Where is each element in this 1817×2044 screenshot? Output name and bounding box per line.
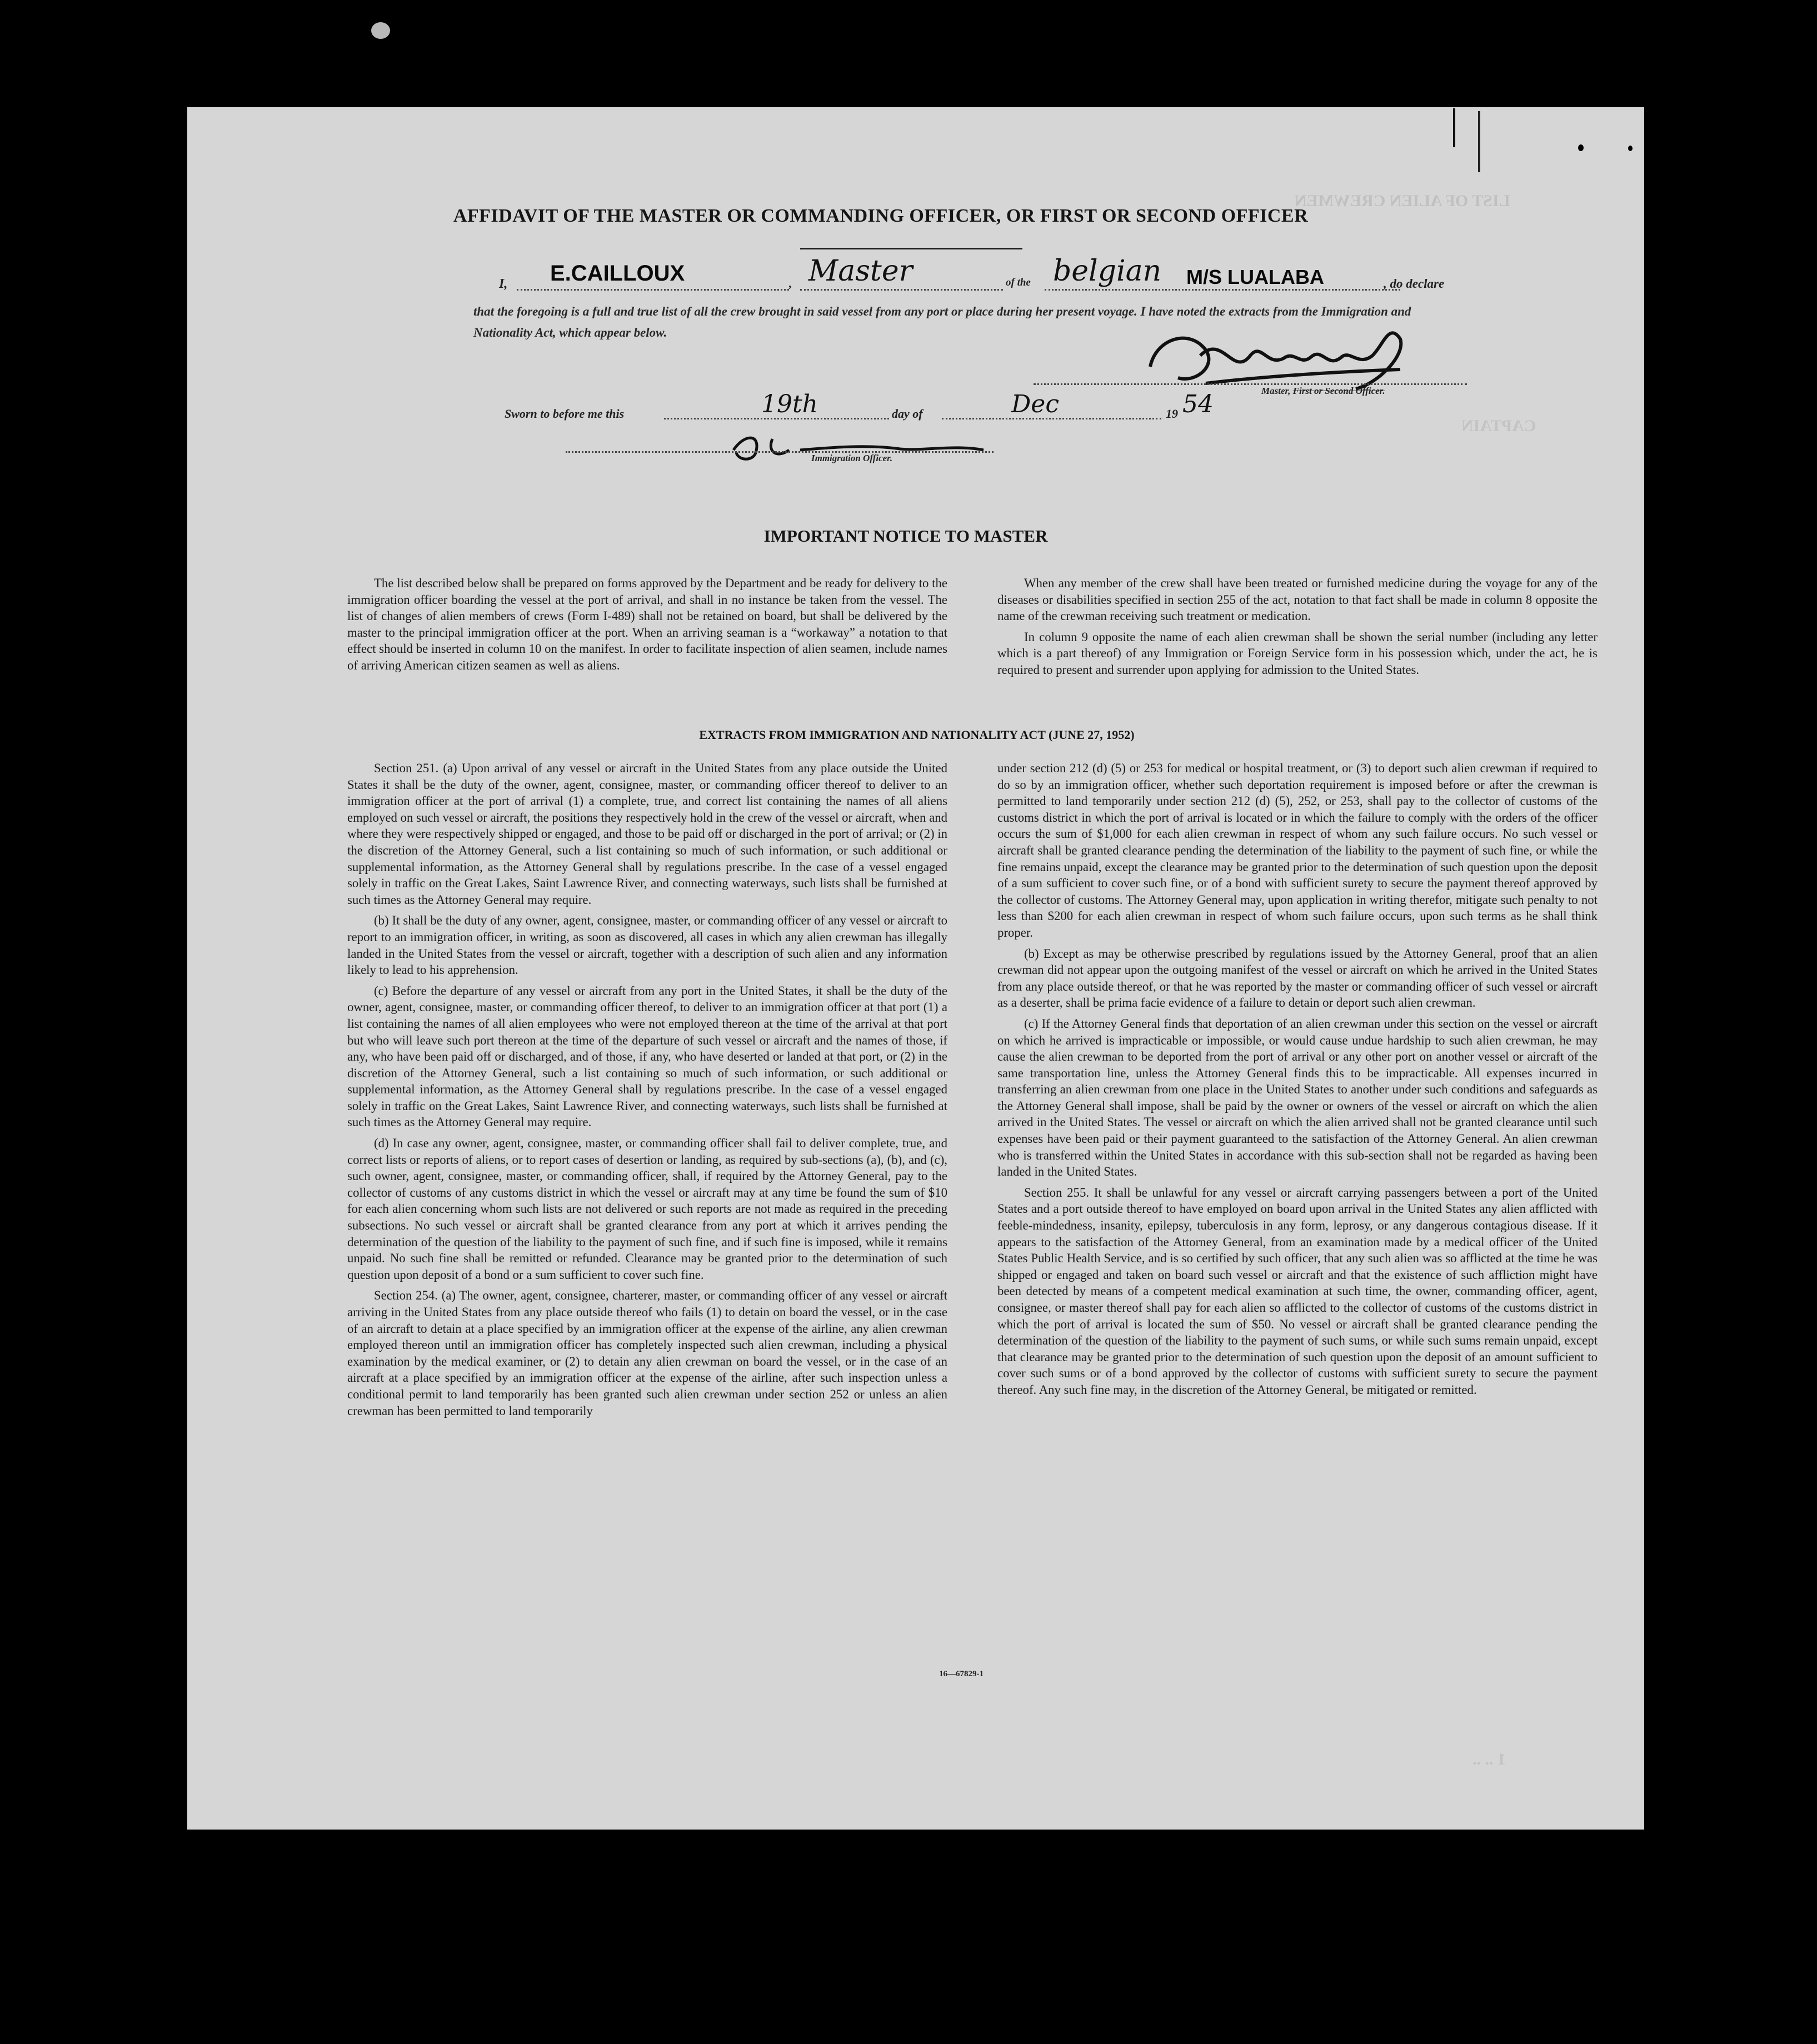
extracts-heading: EXTRACTS FROM IMMIGRATION AND NATIONALITY ACT (JUNE 27, 1952)	[699, 728, 1135, 742]
margin-mark	[1478, 111, 1480, 172]
dust-speck	[1578, 144, 1584, 151]
punch-hole	[1684, 1325, 1711, 1358]
punch-hole	[1684, 1235, 1711, 1268]
section-251b: (b) It shall be the duty of any owner, agent, consignee, master, or commanding officer of any vessel or aircraft to report to an immigration officer, in writing, as soon as discovered, all cases in which any alien crewman has illegally landed in the United States from the vessel or aircraft, together with a description of such alien and any information likely to lead to his apprehension.	[347, 913, 947, 977]
rank-field: Master	[808, 254, 913, 288]
punch-hole	[1684, 1687, 1711, 1720]
punch-hole	[1684, 267, 1711, 300]
section-254a-cont: under section 212 (d) (5) or 253 for medical or hospital treatment, or (3) to deport such alien crewman if required to do so by an immigration officer, whether such deportation requirement is imposed before or after the crewman is permitted to land temporarily under section 212 (d) (5), 252, or 253, shall pay to the collector of customs of the customs district in which the port of arrival is located or in which the failure to comply with the orders of the officer occurs the sum of $1,000 for each alien crewman in respect of whom any such failure occurs. No such vessel or aircraft shall be granted clearance pending the determination of the liability to the payment of such fine, or while the fine remains unpaid, except the clearance may be granted prior to the determination of such question upon the deposit of a sum sufficient to cover such fine, or of a bond with sufficient surety to secure the payment thereof approved by the collector of customs. The Attorney General may, upon application in writing therefor, mitigate such penalty to not less than $200 for each alien crewman in respect of whom such failure occurs, upon such terms as he shall think proper.	[997, 761, 1598, 939]
notice-left-column	[347, 575, 947, 678]
dust-speck	[371, 22, 390, 39]
sworn-label: Sworn to before me this	[505, 407, 625, 421]
officer-signature-line	[566, 451, 994, 453]
affidavit-statement: that the foregoing is a full and true list of all the crew brought in said vessel from any port or place during her present voyage. I have noted the extracts from the Immigration and Nationality Act, which appear below.	[473, 304, 1411, 339]
notice-heading: IMPORTANT NOTICE TO MASTER	[763, 526, 1048, 546]
dotted-line	[1045, 289, 1400, 291]
form-number: 16—67829-1	[939, 1670, 984, 1678]
notice-paragraph: When any member of the crew shall have been treated or furnished medicine during the voyage for any of the diseases or disabilities specified in section 255 of the act, notation to that fact shall be made in column 8 opposite the name of the crewman receiving such treatment or medication.	[997, 576, 1598, 623]
bleed-through-text: 1 .. ..	[1472, 1750, 1506, 1768]
year-suffix-field: 54	[1182, 390, 1214, 418]
affidavit-title: AFFIDAVIT OF THE MASTER OR COMMANDING OFFICER, OR FIRST OR SECOND OFFICER	[453, 206, 1309, 226]
bleed-through-text: CAPTAIN	[1461, 417, 1536, 435]
section-255: Section 255. It shall be unlawful for any vessel or aircraft carrying passengers between a port of the United States and a port outside thereof to have employed on board upon arrival in the United States any alien afflicted with feeble-mindedness, insanity, epilepsy, tuberculosis in any form, leprosy, or any dangerous contagious disease. If it appears to the satisfaction of the Attorney General, from an examination made by a medical officer of the United States Public Health Service, and is so certified by such officer, that any such alien was so afflicted at the time he was shipped or engaged and taken on board such vessel or aircraft and that the existence of such affliction might have been detected by means of a competent medical examination at such time, the owner, commanding officer, agent, consignee, or master thereof shall pay for each alien so afflicted to the collector of customs of the customs district in which the port of arrival is located the sum of $50. No vessel or aircraft shall be granted clearance pending the determination of the question of the liability to the payment of such sums, or while such sums remain unpaid, except that clearance may be granted prior to the determination of such question upon the deposit of an amount sufficient to cover such sums or of a bond approved by the collector of customs with sufficient surety to secure the payment thereof. Any such fine may, in the discretion of the Attorney General, be mitigated or remitted.	[997, 1185, 1598, 1397]
year-prefix-label: 19	[1166, 407, 1178, 421]
extracts-left-column	[347, 760, 947, 1423]
day-of-label: day of	[892, 407, 923, 421]
margin-mark	[1453, 108, 1455, 147]
punch-hole	[1684, 722, 1711, 756]
master-name-field: E.CAILLOUX	[550, 261, 685, 286]
signature-line	[1034, 383, 1467, 385]
section-254b: (b) Except as may be otherwise prescribed by regulations issued by the Attorney General, proof that an alien crewman did not appear upon the outgoing manifest of the vessel or aircraft on which he arrived in the United States from any place outside thereof, or that he was reported by the master or commanding officer of such vessel or aircraft as a deserter, shall be prima facie evidence of a failure to detain or deport such alien crewman.	[997, 946, 1598, 1010]
extracts-right-column	[997, 760, 1598, 1403]
section-254a: Section 254. (a) The owner, agent, consignee, charterer, master, or commanding officer of any vessel or aircraft arriving in the United States from any place outside thereof who fails (1) to detain on board the vessel, or in the case of an aircraft to detain at a place specified by an immigration officer at the expense of the airline, any alien crewman employed thereon until an immigration officer has completely inspected such alien crewman, including a physical examination by the medical examiner, or (2) to detain any alien crewman on board the vessel, or in the case of an aircraft at a place specified by an immigration officer at the expense of the airline, after such inspection unless a conditional permit to land temporarily has been granted such alien crewman under section 252 or unless an alien crewman has been permitted to land temporarily	[347, 1288, 947, 1418]
punch-hole	[1684, 632, 1711, 666]
title-underline	[800, 248, 1022, 249]
section-251d: (d) In case any owner, agent, consignee, master, or commanding officer shall fail to deliver complete, true, and correct lists or reports of aliens, or to report cases of desertion or landing, as required by sub-sections (a), (b), and (c), such owner, agent, consignee, master, or commanding officer, shall, if required by the Attorney General, pay to the collector of customs of any customs district in which the vessel or aircraft may at any time be found the sum of $10 for each alien concerning whom such lists are not delivered or such reports are not made as required in the preceding subsections. No such vessel or aircraft shall be granted clearance from any port at which it arrives pending the determination of the question of the liability to the payment of such fine, and if such fine is imposed, while it remains unpaid. No such fine shall be remitted or refunded. Clearance may be granted prior to the determination of such question upon deposit of a bond or a sum sufficient to cover such fine.	[347, 1136, 947, 1282]
notice-right-column	[997, 575, 1598, 683]
officer-caption: Immigration Officer.	[811, 453, 893, 463]
vessel-name-field: M/S LUALABA	[1186, 266, 1324, 288]
nationality-field: belgian	[1053, 254, 1162, 288]
dust-speck	[1628, 146, 1633, 151]
dotted-line	[800, 289, 1003, 291]
sworn-day-field: 19th	[761, 390, 818, 418]
comma-label: ,	[789, 277, 792, 290]
punch-hole	[1684, 357, 1711, 390]
signature-caption: Master, First or Second Officer.	[1261, 386, 1385, 396]
do-declare-label: , do declare	[1384, 277, 1445, 291]
section-251a: Section 251. (a) Upon arrival of any vessel or aircraft in the United States from any place outside the United States it shall be the duty of the owner, agent, consignee, master, or commanding officer thereof to deliver to an immigration officer at the port of arrival (1) a complete, true, and correct list containing the names of all aliens employed on such vessel or aircraft, the positions they respectively hold in the crew of the vessel or aircraft, when and where they were respectively shipped or engaged, and those to be paid off or discharged in the port of arrival; or (2) in the discretion of the Attorney General, such a list containing so much of such information, or such additional or supplemental information, as the Attorney General shall by regulations prescribe. In the case of a vessel engaged solely in traffic on the Great Lakes, Saint Lawrence River, and connecting waterways, such lists shall be furnished at such times as the Attorney General may require.	[347, 761, 947, 907]
notice-paragraph: In column 9 opposite the name of each alien crewman shall be shown the serial number (including any letter which is a part thereof) of any Immigration or Foreign Service form in his possession which, under the act, he is required to present and surrender upon applying for admission to the United States.	[997, 629, 1598, 677]
sworn-month-field: Dec	[1011, 390, 1059, 418]
dotted-line	[517, 289, 789, 291]
notice-paragraph: The list described below shall be prepared on forms approved by the Department and be ready for delivery to the immigration officer boarding the vessel at the port of arrival, and shall in no instance be taken from the vessel. The list of changes of alien members of crews (Form I-489) shall not be retained on board, but shall be delivered by the master to the principal immigration officer at the port. When an arriving seaman is a “workaway” a notation to that effect should be inserted in column 10 on the manifest. In order to facilitate inspection of alien seamen, include names of arriving American citizen seamen as well as aliens.	[347, 576, 947, 672]
bleed-through-text: LIST OF ALIEN CREWMEN	[1295, 192, 1510, 210]
of-the-label: of the	[1006, 277, 1031, 288]
section-251c: (c) Before the departure of any vessel or aircraft from any port in the United States, it shall be the duty of the owner, agent, consignee, master, or commanding officer thereof, to deliver to an immigration officer at that port (1) a list containing the names of all alien employees who were not employed thereon at the time of the arrival at that port but who will leave such port thereon at the time of the departure of such vessel or aircraft and the names of those, if any, who have been paid off or discharged, and of those, if any, who have deserted or landed at that port, or (2) in the discretion of the Attorney General, such a list containing so much of such information, or such additional or supplemental information, as the Attorney General shall by regulations prescribe. In the case of a vessel engaged solely in traffic on the Great Lakes, Saint Lawrence River, and connecting waterways, such lists shall be furnished at such times as the Attorney General may require.	[347, 983, 947, 1130]
pronoun-label: I,	[499, 277, 508, 291]
punch-hole	[1684, 1598, 1711, 1631]
section-254c: (c) If the Attorney General finds that deportation of an alien crewman under this section on the vessel or aircraft on which he arrived is impracticable or impossible, or would cause undue hardship to such alien crewman, he may cause the alien crewman to be deported from the port of arrival or any other port on another vessel or aircraft of the same transportation line, unless the Attorney General finds this to be impracticable. All expenses incurred in transferring an alien crewman from one place in the United States to another under such conditions and safeguards as the Attorney General shall impose, shall be paid by the owner or owners of the vessel or aircraft on which the alien arrived in the United States. The vessel or aircraft on which the alien arrived shall not be granted clearance until such expenses have been paid or their payment guaranteed to the satisfaction of the Attorney General. An alien crewman who is transferred within the United States in accordance with this sub-section shall not be regarded as having been landed in the United States.	[997, 1016, 1598, 1179]
